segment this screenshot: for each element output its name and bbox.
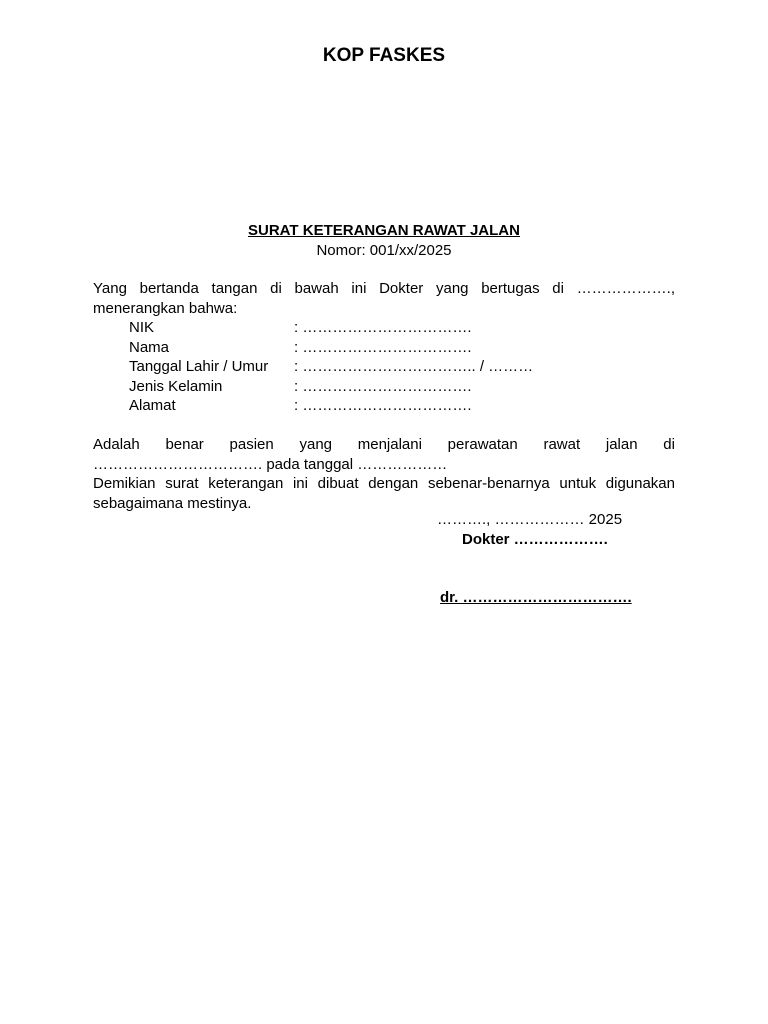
field-row-jenis-kelamin xyxy=(129,377,675,397)
field-row-nama xyxy=(129,338,675,358)
field-label: Jenis Kelamin xyxy=(129,377,223,395)
letter-body xyxy=(93,279,675,513)
letterhead-placeholder: KOP FASKES xyxy=(322,45,446,66)
field-row-alamat xyxy=(129,396,675,416)
field-row-tanggal-lahir xyxy=(129,357,675,377)
closing-line-2: sebagaimana mestinya. xyxy=(93,494,252,512)
letter-title: SURAT KETERANGAN RAWAT JALAN xyxy=(248,222,520,239)
closing-line-1: Demikian surat keterangan ini dibuat dengan sebenar-benarnya untuk digunakan xyxy=(93,475,675,492)
field-value: : ……………………………. xyxy=(294,319,472,336)
field-value: : ……………………………. xyxy=(294,397,472,414)
signature-place-date: ………., ……………… 2025 xyxy=(437,511,623,528)
patient-fields xyxy=(129,318,675,416)
letter-number: Nomor: 001/xx/2025 xyxy=(316,241,452,259)
field-row-nik xyxy=(129,318,675,338)
signature-name: dr. ……………………………. xyxy=(440,589,632,606)
intro-line-2: menerangkan bahwa: xyxy=(93,299,238,317)
statement-line-2: ……………………………. pada tanggal ……………… xyxy=(93,455,448,473)
field-label: Nama xyxy=(129,338,170,356)
field-label: NIK xyxy=(129,319,155,336)
field-value: : ……………………………. xyxy=(294,377,472,395)
field-label: Tanggal Lahir / Umur xyxy=(129,358,269,375)
spacer xyxy=(93,416,675,436)
title-block xyxy=(0,221,768,260)
signature-role: Dokter ………………. xyxy=(462,531,608,548)
statement-line-1: Adalah benar pasien yang menjalani perawatan rawat jalan di xyxy=(93,436,675,453)
intro-line-1: Yang bertanda tangan di bawah ini Dokter yang bertugas di ………………., xyxy=(93,280,675,297)
field-label: Alamat xyxy=(129,397,176,414)
field-value: : ……………………………. xyxy=(294,338,472,356)
field-value: : …………………………….. / ……… xyxy=(294,358,534,375)
